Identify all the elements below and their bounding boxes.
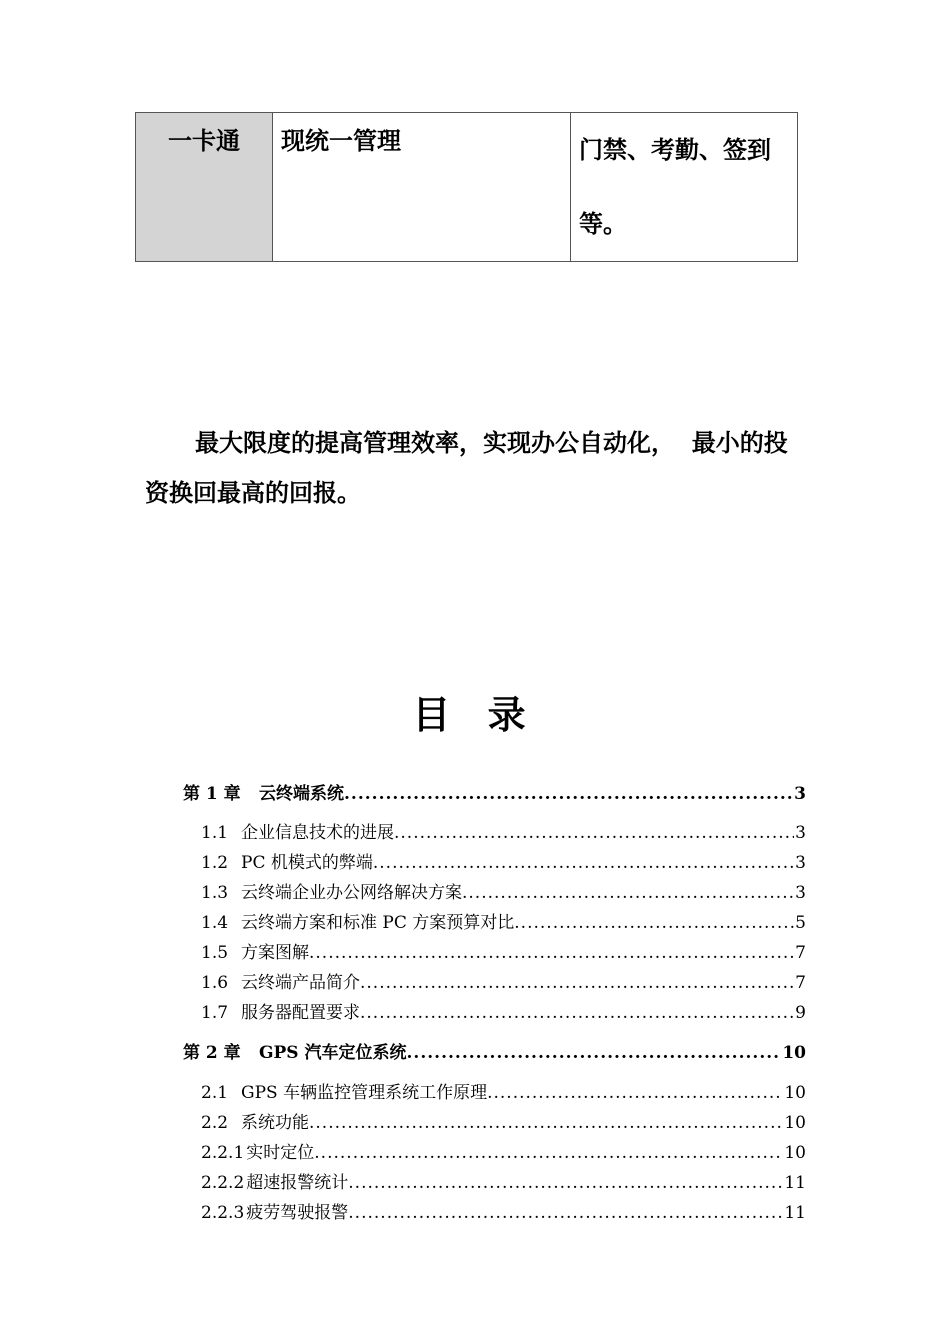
toc-leader-dots: [514, 912, 794, 934]
toc-entry-number: 2.2.3: [201, 1203, 245, 1223]
toc-section-2-1[interactable]: [201, 1082, 806, 1104]
toc-entry-page: 10: [784, 1113, 806, 1133]
feature-applications-cell: 门禁、考勤、签到等。: [571, 113, 798, 262]
toc-entry-number: 1.5: [201, 943, 229, 963]
toc-entry-number: 1.7: [201, 1003, 229, 1023]
toc-leader-dots: [360, 1002, 794, 1024]
toc-entry-page: 3: [795, 853, 806, 873]
toc-entry-number: 1.1: [201, 823, 229, 843]
toc-entry-number: 1.3: [201, 883, 229, 903]
toc-entry-number: 1.6: [201, 973, 229, 993]
toc-section-1-6[interactable]: [201, 972, 806, 994]
toc-entry-title: 云终端方案和标准 PC 方案预算对比: [241, 913, 515, 933]
toc-chapter-1[interactable]: [183, 783, 806, 805]
toc-entry-title: 超速报警统计: [246, 1173, 349, 1193]
toc-entry-number: 2.2: [201, 1113, 229, 1133]
toc-entry-page: 3: [794, 784, 806, 804]
toc-entry-page: 10: [782, 1043, 806, 1063]
summary-paragraph: 最大限度的提高管理效率，实现办公自动化， 最小的投资换回最高的回报。: [145, 429, 788, 507]
toc-leader-dots: [462, 882, 794, 904]
toc-entry-page: 3: [795, 823, 806, 843]
toc-entry-page: 7: [795, 943, 806, 963]
toc-entry-title: GPS 车辆监控管理系统工作原理: [241, 1083, 488, 1103]
toc-section-2-2-1[interactable]: [201, 1142, 806, 1164]
toc-entry-page: 3: [795, 883, 806, 903]
toc-entry-number: 1.2: [201, 853, 229, 873]
toc-title: 目 录: [412, 693, 538, 737]
toc-entry-number: 2.1: [201, 1083, 229, 1103]
toc-entry-number: 2.2.2: [201, 1173, 245, 1193]
toc-entry-page: 10: [784, 1083, 806, 1103]
toc-entry-page: 7: [795, 973, 806, 993]
toc-entry-number: 2.2.1: [201, 1143, 245, 1163]
feature-table: [135, 112, 798, 262]
toc-leader-dots: [348, 1202, 783, 1224]
toc-entry-title: 服务器配置要求: [241, 1003, 360, 1023]
toc-entry-title: 实时定位: [246, 1143, 315, 1163]
toc-entry-title: 企业信息技术的进展: [241, 823, 394, 843]
toc-leader-dots: [309, 942, 794, 964]
toc-entry-page: 10: [784, 1143, 806, 1163]
toc-chapter-2[interactable]: [183, 1042, 806, 1064]
toc-leader-dots: [314, 1142, 783, 1164]
toc-leader-dots: [394, 822, 794, 844]
toc-section-1-3[interactable]: [201, 882, 806, 904]
toc-entry-number: 第 1 章: [183, 784, 241, 804]
toc-section-1-4[interactable]: [201, 912, 806, 934]
toc-section-2-2-2[interactable]: [201, 1172, 806, 1194]
toc-entry-title: 方案图解: [241, 943, 309, 963]
toc-entry-title: PC 机模式的弊端: [241, 853, 373, 873]
toc-section-1-7[interactable]: [201, 1002, 806, 1024]
toc-entry-title: 系统功能: [241, 1113, 309, 1133]
toc-entry-title: GPS 汽车定位系统: [259, 1043, 407, 1063]
toc-leader-dots: [360, 972, 794, 994]
feature-name-cell: 一卡通: [136, 113, 273, 262]
toc-entry-number: 1.4: [201, 913, 229, 933]
toc-section-2-2[interactable]: [201, 1112, 806, 1134]
toc-entry-title: 云终端企业办公网络解决方案: [241, 883, 462, 903]
toc-section-1-5[interactable]: [201, 942, 806, 964]
toc-leader-dots: [407, 1042, 782, 1064]
toc-entry-page: 11: [784, 1173, 806, 1193]
toc-entry-title: 云终端系统: [259, 784, 344, 804]
toc-leader-dots: [309, 1112, 783, 1134]
toc-entry-number: 第 2 章: [183, 1043, 241, 1063]
toc-entry-page: 9: [795, 1003, 806, 1023]
toc-entry-title: 疲劳驾驶报警: [246, 1203, 349, 1223]
toc-leader-dots: [487, 1082, 783, 1104]
toc-section-2-2-3[interactable]: [201, 1202, 806, 1224]
toc-leader-dots: [373, 852, 794, 874]
feature-description-cell: 现统一管理: [273, 113, 571, 262]
toc-leader-dots: [348, 1172, 783, 1194]
toc-entry-page: 5: [795, 913, 806, 933]
toc-entry-title: 云终端产品简介: [241, 973, 360, 993]
toc-leader-dots: [344, 783, 793, 805]
toc-section-1-1[interactable]: [201, 822, 806, 844]
table-row: [136, 113, 798, 262]
toc-section-1-2[interactable]: [201, 852, 806, 874]
toc-entry-page: 11: [784, 1203, 806, 1223]
